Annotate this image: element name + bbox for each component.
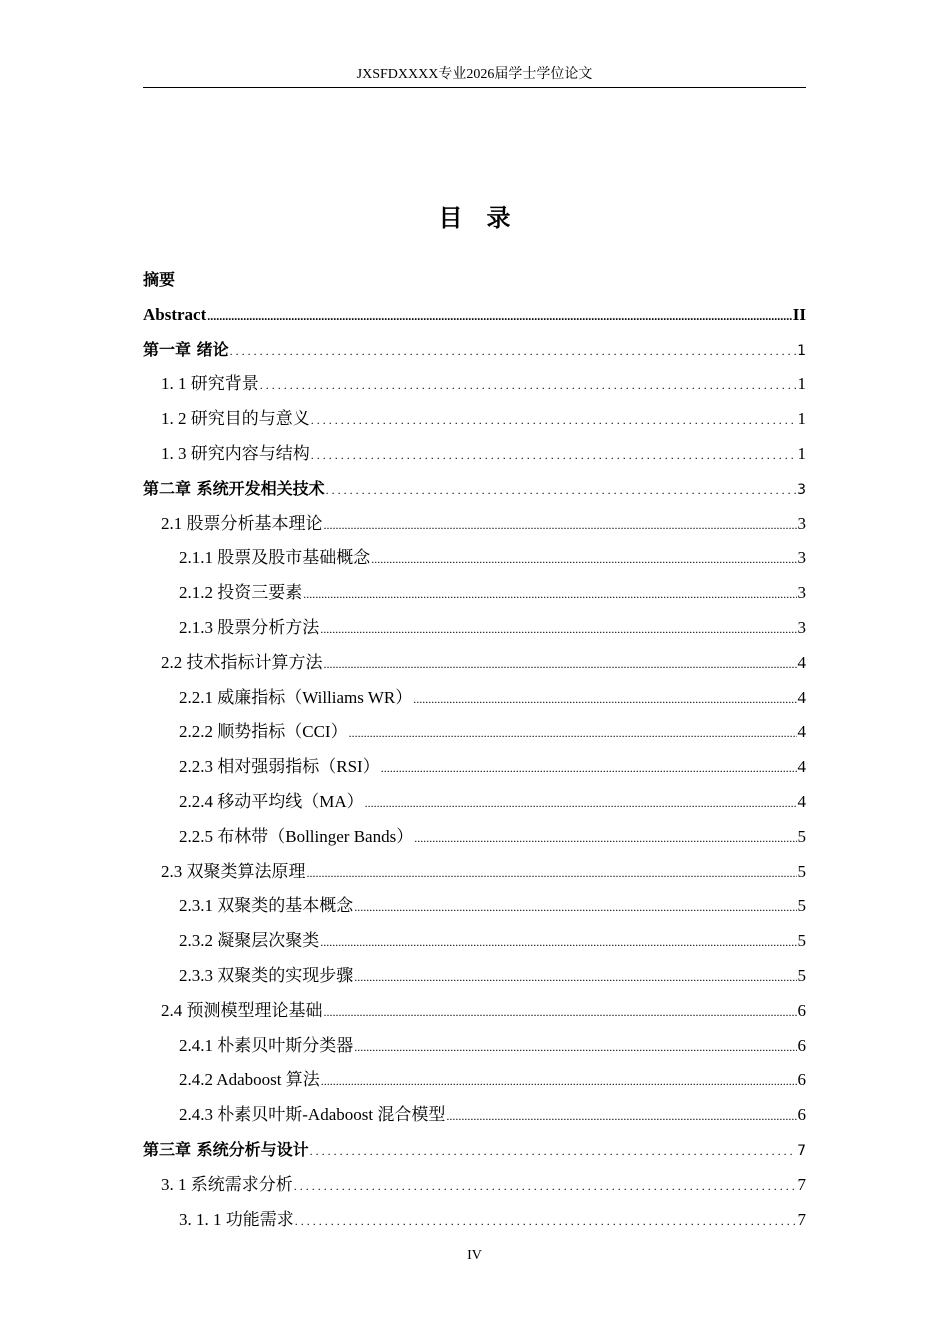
toc-dot-leader: [310, 1134, 797, 1169]
toc-entry-label: 2.2.1 威廉指标（Williams WR）: [179, 687, 413, 707]
toc-entry-label: 1. 3 研究内容与结构: [161, 443, 310, 463]
toc-entry-page-number: 7: [797, 1174, 806, 1194]
toc-entry-label: 2.1.1 股票及股市基础概念: [179, 548, 371, 568]
toc-entry[interactable]: [143, 750, 806, 785]
toc-dot-leader: [414, 821, 796, 856]
toc-dot-leader: [307, 856, 797, 891]
toc-dot-leader: [320, 612, 796, 647]
toc-entry-page-number: 4: [797, 687, 806, 707]
toc-entry-page-number: 3: [797, 481, 806, 498]
toc-entry-label: 2.3 双聚类算法原理: [161, 861, 306, 881]
toc-entry[interactable]: [143, 367, 806, 402]
toc-dot-leader: [230, 334, 797, 369]
toc-dot-leader: [354, 960, 796, 995]
toc-entry-page-number: 3: [797, 583, 806, 603]
toc-entry[interactable]: [143, 402, 806, 437]
toc-entry-page-number: 1: [797, 342, 806, 359]
toc-entry-page-number: 4: [797, 757, 806, 777]
toc-dot-leader: [326, 473, 797, 508]
toc-dot-leader: [354, 1030, 796, 1065]
toc-entry-label: 第一章 绪论: [143, 339, 229, 359]
toc-entry[interactable]: [143, 541, 806, 576]
toc-entry[interactable]: [143, 263, 806, 298]
toc-entry-label: 3. 1. 1 功能需求: [179, 1209, 294, 1229]
toc-entry[interactable]: [143, 611, 806, 646]
toc-entry[interactable]: [143, 1168, 806, 1203]
toc-entry-label: 2.3.2 凝聚层次聚类: [179, 931, 320, 951]
toc-entry[interactable]: [143, 785, 806, 820]
toc-entry-label: 第二章 系统开发相关技术: [143, 478, 325, 498]
toc-entry[interactable]: [143, 715, 806, 750]
toc-entry-page-number: 7: [797, 1142, 806, 1159]
toc-entry-page-number: 3: [797, 513, 806, 533]
toc-entry-label: Abstract: [143, 304, 207, 324]
toc-dot-leader: [294, 1169, 797, 1204]
toc-dot-leader: [311, 403, 797, 438]
toc-dot-leader: [413, 682, 796, 717]
table-of-contents: [143, 263, 806, 1237]
toc-entry-label: 2.4.1 朴素贝叶斯分类器: [179, 1035, 354, 1055]
toc-entry-label: 2.4.3 朴素贝叶斯-Adaboost 混合模型: [179, 1105, 446, 1125]
toc-dot-leader: [354, 890, 796, 925]
toc-entry-label: 2.1.3 股票分析方法: [179, 617, 320, 637]
toc-entry[interactable]: [143, 1133, 806, 1168]
toc-entry[interactable]: [143, 437, 806, 472]
toc-entry-page-number: 5: [797, 965, 806, 985]
toc-entry-label: 2.2.2 顺势指标（CCI）: [179, 722, 348, 742]
toc-entry-label: 2.3.3 双聚类的实现步骤: [179, 965, 354, 985]
toc-dot-leader: [324, 995, 797, 1030]
toc-dot-leader: [349, 716, 797, 751]
toc-entry[interactable]: [143, 333, 806, 368]
toc-entry-page-number: 1: [797, 409, 806, 429]
toc-entry-page-number: 6: [797, 1000, 806, 1020]
toc-entry[interactable]: [143, 820, 806, 855]
toc-entry-label: 2.4.2 Adaboost 算法: [179, 1070, 320, 1090]
toc-entry[interactable]: [143, 298, 806, 333]
toc-dot-leader: [324, 647, 797, 682]
toc-entry-page-number: 5: [797, 931, 806, 951]
page-number: IV: [467, 1248, 482, 1263]
toc-entry[interactable]: [143, 681, 806, 716]
toc-entry-page-number: 5: [797, 861, 806, 881]
toc-dot-leader: [311, 438, 797, 473]
toc-entry-label: 2.4 预测模型理论基础: [161, 1000, 323, 1020]
toc-entry-label: 2.2.3 相对强弱指标（RSI）: [179, 757, 380, 777]
toc-entry[interactable]: [143, 646, 806, 681]
toc-entry-page-number: 1: [797, 374, 806, 394]
page-title: 目 录: [438, 204, 511, 232]
toc-entry-page-number: 5: [797, 826, 806, 846]
toc-dot-leader: [321, 1064, 797, 1099]
toc-entry[interactable]: [143, 924, 806, 959]
toc-entry-label: 2.2.5 布林带（Bollinger Bands）: [179, 826, 414, 846]
toc-dot-leader: [320, 925, 796, 960]
toc-entry[interactable]: [143, 576, 806, 611]
toc-entry-page-number: 6: [797, 1105, 806, 1125]
toc-entry[interactable]: [143, 1098, 806, 1133]
toc-dot-leader: [260, 368, 797, 403]
toc-entry-page-number: 4: [797, 791, 806, 811]
toc-dot-leader: [371, 542, 796, 577]
toc-entry-label: 2.1 股票分析基本理论: [161, 513, 323, 533]
toc-dot-leader: [324, 508, 797, 543]
running-header: JXSFDXXXX专业2026届学士学位论文: [356, 67, 593, 82]
toc-dot-leader: [303, 577, 796, 612]
toc-entry[interactable]: [143, 889, 806, 924]
toc-entry[interactable]: [143, 994, 806, 1029]
toc-entry-page-number: 6: [797, 1070, 806, 1090]
toc-entry-page-number: 4: [797, 722, 806, 742]
toc-dot-leader: [207, 299, 792, 334]
toc-entry[interactable]: [143, 472, 806, 507]
toc-entry-label: 摘要: [143, 270, 176, 289]
toc-entry-page-number: 3: [797, 548, 806, 568]
toc-entry[interactable]: [143, 1063, 806, 1098]
toc-dot-leader: [446, 1099, 796, 1134]
toc-entry-label: 2.3.1 双聚类的基本概念: [179, 896, 354, 916]
toc-dot-leader: [365, 786, 797, 821]
toc-entry[interactable]: [143, 855, 806, 890]
toc-entry[interactable]: [143, 959, 806, 994]
toc-entry-label: 第三章 系统分析与设计: [143, 1139, 309, 1159]
toc-entry-page-number: 5: [797, 896, 806, 916]
toc-entry[interactable]: [143, 1029, 806, 1064]
toc-entry-label: 1. 2 研究目的与意义: [161, 409, 310, 429]
toc-dot-leader: [381, 751, 797, 786]
toc-dot-leader: [295, 1204, 797, 1239]
toc-entry-page-number: 4: [797, 652, 806, 672]
toc-entry-page-number: 1: [797, 443, 806, 463]
toc-entry-page-number: 6: [797, 1035, 806, 1055]
toc-entry[interactable]: [143, 507, 806, 542]
toc-entry-label: 2.1.2 投资三要素: [179, 583, 303, 603]
toc-entry-label: 2.2.4 移动平均线（MA）: [179, 791, 364, 811]
toc-entry[interactable]: [143, 1203, 806, 1238]
toc-entry-label: 1. 1 研究背景: [161, 374, 259, 394]
toc-entry-label: 3. 1 系统需求分析: [161, 1174, 293, 1194]
toc-entry-page-number: II: [792, 304, 806, 324]
toc-entry-page-number: 7: [797, 1209, 806, 1229]
toc-entry-page-number: 3: [797, 617, 806, 637]
header-rule: [143, 87, 806, 88]
toc-entry-label: 2.2 技术指标计算方法: [161, 652, 323, 672]
